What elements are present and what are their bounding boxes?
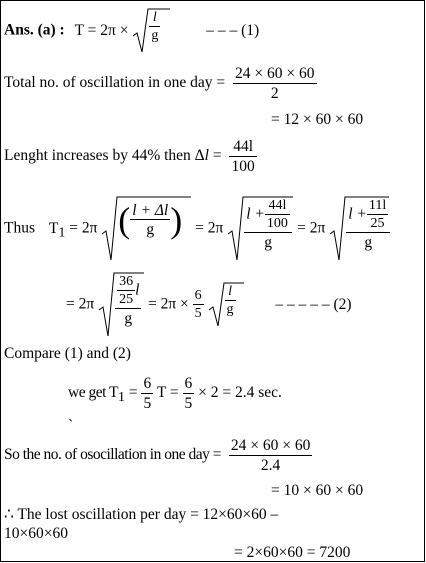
answer-line-11-cont: 10×60×60 bbox=[4, 525, 68, 542]
answer-line-12: = 2×60×60 = 7200 bbox=[234, 544, 351, 561]
oscillation-text: Total no. of oscillation in one day = bbox=[4, 74, 226, 92]
sqrt-term-2: l + $\frac{44l}{100}$ g bbox=[227, 196, 293, 262]
answer-line-4: Lenght increases by 44% then Δl = $\frac{44l}{100}$ bbox=[4, 138, 255, 175]
answer-line-3: = 12 × 60 × 60 bbox=[271, 111, 364, 128]
six-fifths: $\frac{6}{5}$ bbox=[194, 288, 202, 321]
sqrt-l-over-g-2: $\frac{l}{g}$ bbox=[208, 282, 244, 328]
answer-line-5: Thus $T_1 = 2\pi$ ( $\frac{l + \Delta l}{g}$ ) = 2π l + $\frac{44l}{100}$ g = 2π l + $\frac{11l}{25}$ g bbox=[4, 196, 389, 262]
sqrt-term-1: ( $\frac{l + \Delta l}{g}$ ) bbox=[101, 196, 191, 262]
period-formula: T = 2π × bbox=[74, 21, 129, 39]
six-fifths-b: $\frac{6}{5}$ bbox=[184, 375, 193, 412]
stray-tick: ` bbox=[68, 417, 74, 434]
answer-line-6: = 2π $\frac{36}{25}$ l g = 2π × $\frac{6}{5}$ $\frac{l}{g}$ – – – – – (2) bbox=[66, 272, 352, 338]
answer-line-1 bbox=[4, 8, 259, 54]
answer-line-2 bbox=[4, 66, 317, 101]
length-increase-text: Lenght increases by 44% then Δ bbox=[4, 147, 205, 165]
sqrt-36-25: $\frac{36}{25}$ l g bbox=[98, 272, 144, 338]
sqrt-l-over-g: $\frac{l}{g}$ bbox=[132, 8, 170, 54]
delta-l-fraction: $\frac{44l}{100}$ bbox=[231, 138, 255, 175]
answer-line-7: Compare (1) and (2) bbox=[4, 345, 131, 362]
answer-label: Ans. (a) : bbox=[4, 21, 65, 39]
answer-line-11: ∴ The lost oscillation per day = 12×60×60 – bbox=[4, 506, 279, 523]
six-fifths-a: $\frac{6}{5}$ bbox=[143, 375, 152, 412]
new-oscillation-fraction: $\frac{24 \times 60 \times 60}{2.4}$ bbox=[230, 437, 311, 474]
oscillation-fraction: $\frac{24 \times 60 \times 60}{2}$ bbox=[235, 65, 315, 102]
new-oscillation-text: So the no. of osocillation in one day = bbox=[4, 446, 221, 464]
equation-tag-1: – – – (1) bbox=[206, 21, 260, 39]
equation-tag-2: – – – – – (2) bbox=[275, 295, 352, 313]
sqrt-term-3: l + $\frac{11l}{25}$ g bbox=[329, 196, 389, 262]
answer-line-8: we get $T_1$ = $\frac{6}{5}$ T = $\frac{6}{5}$ × 2 = 2.4 sec. bbox=[68, 375, 282, 412]
t1-symbol: T bbox=[48, 219, 59, 237]
answer-line-10: = 10 × 60 × 60 bbox=[271, 482, 364, 499]
thus-label: Thus bbox=[4, 219, 35, 237]
answer-line-9 bbox=[4, 438, 312, 473]
